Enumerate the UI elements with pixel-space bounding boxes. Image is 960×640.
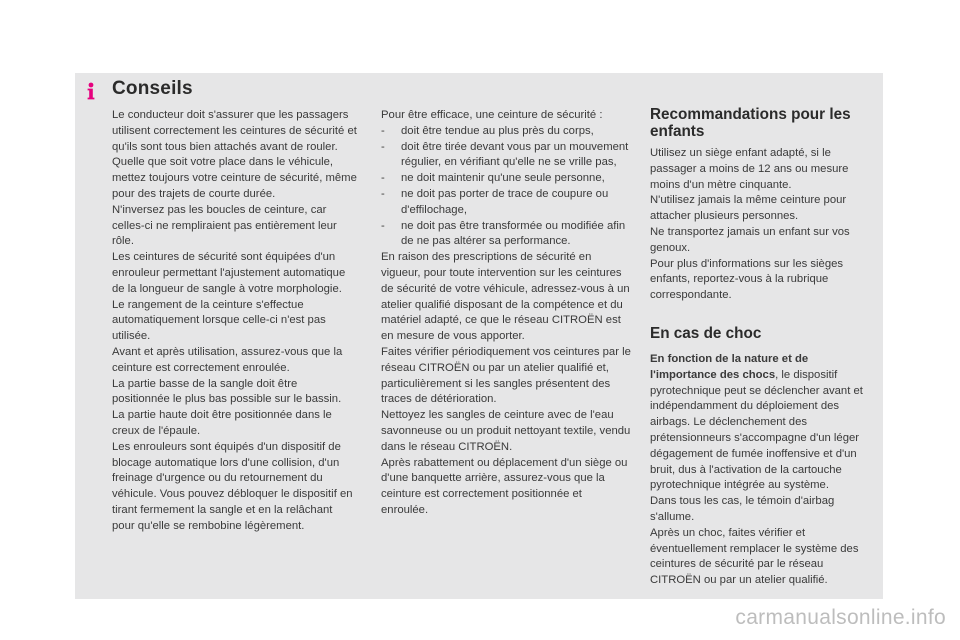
paragraph: Nettoyez les sangles de ceinture avec de l'eau savonneuse ou un produit nettoyant textile, vendu dans le réseau CITROËN.: [381, 409, 631, 453]
list-item: - doit être tendue au plus près du corps,: [381, 124, 594, 137]
column-3: [650, 106, 875, 589]
paragraph: En fonction de la nature et de l'importance des chocs, le dispositif pyrotechnique peut se déclencher avant et indépendamment du déploiement des airbags. Le déclenchement des prétensionneurs s'accompagne d'un léger dégagement de fumée inoffensive et d'un bruit, dus à l'activation de la cartouche pyrotechnique intégrée au système.: [650, 352, 863, 492]
paragraph: Après un choc, faites vérifier et éventuellement remplacer le système des ceintures de sécurité par le réseau CITROËN ou par un atelier qualifié.: [650, 526, 859, 587]
info-icon: [82, 82, 100, 100]
section-title: Conseils: [112, 78, 193, 99]
list-item: - ne doit maintenir qu'une seule personne,: [381, 172, 605, 185]
heading-children: Recommandations pour les enfants: [650, 106, 851, 140]
paragraph: Dans tous les cas, le témoin d'airbag s'allume.: [650, 495, 835, 523]
paragraph: N'utilisez jamais la même ceinture pour attacher plusieurs personnes.: [650, 194, 847, 223]
paragraph: Utilisez un siège enfant adapté, si le passager a moins de 12 ans ou mesure moins d'un mètre cinquante.: [650, 147, 849, 191]
column-1: [112, 108, 357, 535]
list-item: - ne doit pas porter de trace de coupure ou d'effilochage,: [381, 187, 609, 216]
paragraph: Après rabattement ou déplacement d'un siège ou d'une banquette arrière, assurez-vous que la ceinture est correctement positionnée et enroulée.: [381, 456, 628, 516]
paragraph: Les enrouleurs sont équipés d'un dispositif de blocage automatique lors d'une collision, d'un freinage d'urgence ou du retournement du véhicule. Vous pouvez débloquer le dispositif en tirant fermement la sangle et en la relâchant pour qu'elle se rembobine légèrement.: [112, 440, 353, 532]
paragraph: Quelle que soit votre place dans le véhicule, mettez toujours votre ceinture de sécurité, même pour des trajets de courte durée.: [112, 156, 357, 200]
list-item: - ne doit pas être transformée ou modifiée afin de ne pas altérer sa performance.: [381, 219, 626, 248]
paragraph: Faites vérifier périodiquement vos ceintures par le réseau CITROËN ou par un atelier qualifié et, particulièrement si les sangles présentent des traces de détérioration.: [381, 345, 631, 406]
column-2: [381, 108, 631, 519]
watermark: carmanualsonline.info: [735, 606, 946, 629]
paragraph: En raison des prescriptions de sécurité en vigueur, pour toute intervention sur les ceintures de sécurité de votre véhicule, adressez-vous à un atelier qualifié disposant de la compétence et du matériel adapté, ce que le réseau CITROËN est en mesure de vous apporter.: [381, 251, 630, 343]
paragraph: Le conducteur doit s'assurer que les passagers utilisent correctement les ceintures de sécurité et qu'ils sont tous bien attachés avant de rouler.: [112, 109, 357, 153]
paragraph: Ne transportez jamais un enfant sur vos genoux.: [650, 225, 850, 254]
list-intro: Pour être efficace, une ceinture de sécurité :: [381, 109, 603, 121]
paragraph: N'inversez pas les boucles de ceinture, car celles-ci ne rempliraient pas entièrement leur rôle.: [112, 203, 337, 248]
list-item: - doit être tirée devant vous par un mouvement régulier, en vérifiant qu'elle ne se vrille pas,: [381, 140, 629, 169]
paragraph: Avant et après utilisation, assurez-vous que la ceinture est correctement enroulée.: [112, 345, 343, 374]
paragraph: La partie basse de la sangle doit être positionnée le plus bas possible sur le bassin.: [112, 377, 342, 406]
heading-crash: En cas de choc: [650, 324, 762, 342]
paragraph: Pour plus d'informations sur les sièges enfants, reportez-vous à la rubrique correspondante.: [650, 257, 844, 302]
paragraph: La partie haute doit être positionnée dans le creux de l'épaule.: [112, 409, 332, 437]
paragraph: Les ceintures de sécurité sont équipées d'un enrouleur permettant l'ajustement automatique de la longueur de sangle à votre morphologie. Le rangement de la ceinture s'effectue automatiquement lorsque celle-ci n'est pas utilisée.: [112, 251, 346, 343]
